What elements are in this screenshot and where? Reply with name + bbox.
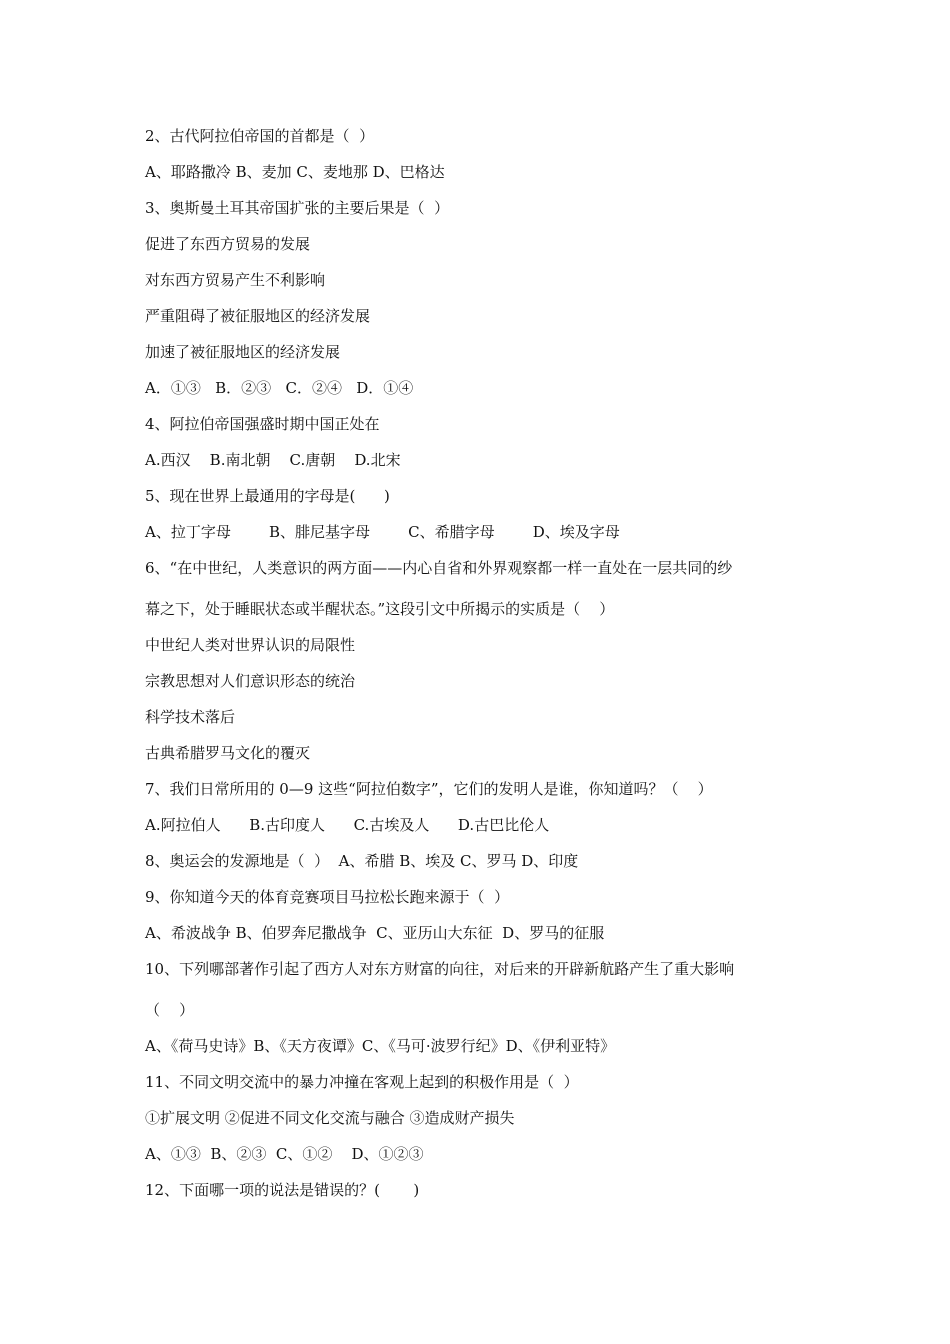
question-11: 11、不同文明交流中的暴力冲撞在客观上起到的积极作用是（ ） bbox=[145, 1073, 579, 1091]
question-6-item-1: 中世纪人类对世界认识的局限性 bbox=[145, 636, 356, 654]
question-6-item-4: 古典希腊罗马文化的覆灭 bbox=[145, 744, 311, 762]
question-3-item-1: 促进了东西方贸易的发展 bbox=[145, 235, 311, 253]
question-11-options: A、①③ B、②③ C、①② D、①②③ bbox=[145, 1145, 424, 1163]
question-3-item-4: 加速了被征服地区的经济发展 bbox=[145, 343, 341, 361]
question-3-item-3: 严重阻碍了被征服地区的经济发展 bbox=[145, 307, 371, 325]
question-6: 6、“在中世纪，人类意识的两方面——内心自省和外界观察都一样一直处在一层共同的纱 bbox=[145, 559, 733, 577]
question-3-options: A．①③ B．②③ C．②④ D．①④ bbox=[145, 379, 414, 397]
question-6-continued: 幕之下，处于睡眠状态或半醒状态。”这段引文中所揭示的实质是（ ） bbox=[145, 600, 615, 618]
question-10-options: A、《荷马史诗》B、《天方夜谭》C、《马可·波罗行纪》D、《伊利亚特》 bbox=[145, 1037, 616, 1055]
question-9: 9、你知道今天的体育竞赛项目马拉松长跑来源于（ ） bbox=[145, 888, 510, 906]
question-2: 2、古代阿拉伯帝国的首都是（ ） bbox=[145, 127, 375, 145]
question-10-continued: （ ） bbox=[145, 1001, 195, 1019]
question-10: 10、下列哪部著作引起了西方人对东方财富的向往，对后来的开辟新航路产生了重大影响 bbox=[145, 960, 735, 978]
question-5-options: A、拉丁字母 B、腓尼基字母 C、希腊字母 D、埃及字母 bbox=[145, 523, 620, 541]
question-4-options: A.西汉 B.南北朝 C.唐朝 D.北宋 bbox=[145, 451, 401, 469]
question-8: 8、奥运会的发源地是（ ） A、希腊 B、埃及 C、罗马 D、印度 bbox=[145, 852, 579, 870]
question-5: 5、现在世界上最通用的字母是( ) bbox=[145, 487, 390, 505]
question-4: 4、阿拉伯帝国强盛时期中国正处在 bbox=[145, 415, 380, 433]
question-6-item-3: 科学技术落后 bbox=[145, 708, 236, 726]
question-3-item-2: 对东西方贸易产生不利影响 bbox=[145, 271, 326, 289]
question-7-options: A.阿拉伯人 B.古印度人 C.古埃及人 D.古巴比伦人 bbox=[145, 816, 550, 834]
question-7: 7、我们日常所用的 0—9 这些“阿拉伯数字”，它们的发明人是谁，你知道吗？（ ） bbox=[145, 780, 713, 798]
question-3: 3、奥斯曼土耳其帝国扩张的主要后果是（ ） bbox=[145, 199, 450, 217]
question-12: 12、下面哪一项的说法是错误的？( ) bbox=[145, 1181, 420, 1199]
question-11-items: ①扩展文明 ②促进不同文化交流与融合 ③造成财产损失 bbox=[145, 1109, 515, 1127]
question-6-item-2: 宗教思想对人们意识形态的统治 bbox=[145, 672, 356, 690]
question-9-options: A、希波战争 B、伯罗奔尼撒战争 C、亚历山大东征 D、罗马的征服 bbox=[145, 924, 605, 942]
question-2-options: A、耶路撒冷 B、麦加 C、麦地那 D、巴格达 bbox=[145, 163, 445, 181]
